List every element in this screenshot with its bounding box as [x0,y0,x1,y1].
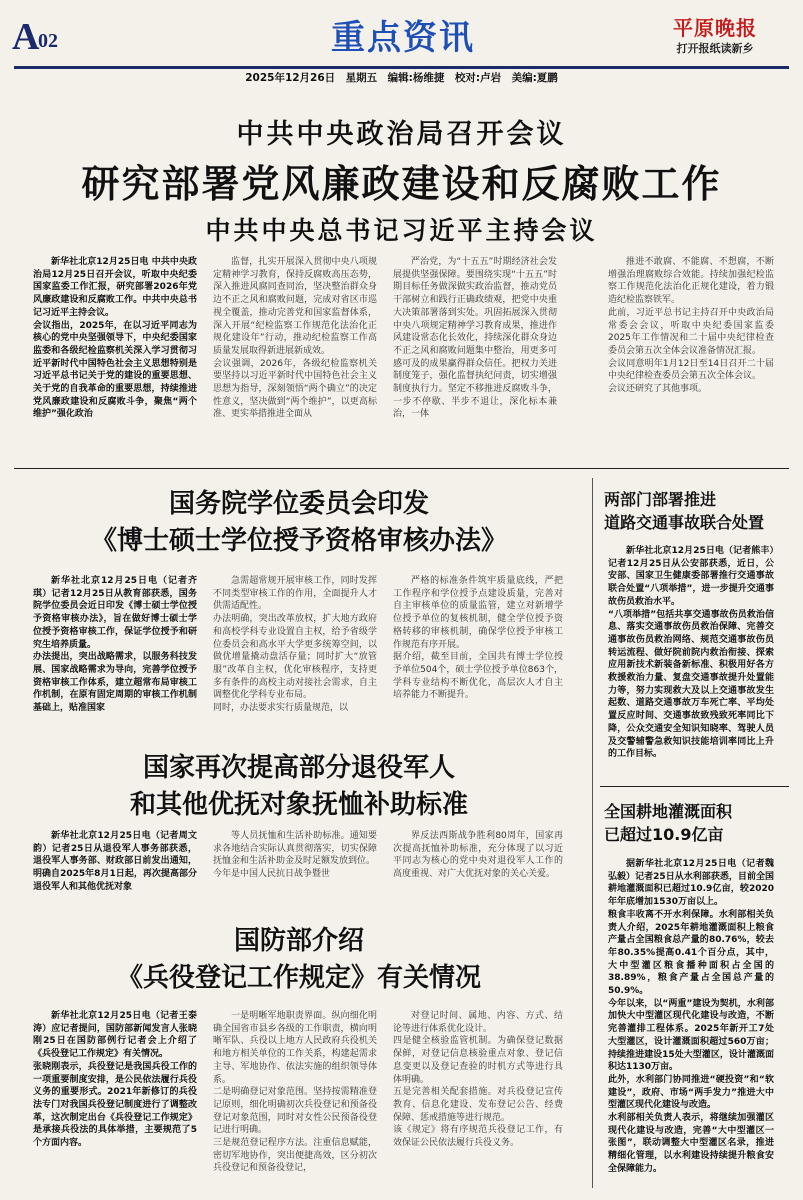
article1-column-2 [213,256,377,462]
article5-body [608,858,774,1188]
article1-headline: 研究部署党风廉政建设和反腐败工作 [81,162,722,206]
article2-headline-line1: 国务院学位委员会印发 [168,489,429,519]
article4-headline-line1: 国家再次提高部分退役军人 [142,753,455,783]
article6-headline-line1: 国防部介绍 [233,926,364,956]
article2-text-2: 急需超常规开展审核工作，同时发挥不同类型审核工作的作用，全面提升人才供需适配性。 办法明确，突出改革放权，扩大地方政府和高校学科专业设置自主权，给予省级学位委员会和高水平大学更多统筹空间，以做优增量撬动盘活存量；同时扩大“放管服”改革自主权，优化审核程序，支持更多有条件的高校主动对接社会需求，自主调整优化学科专业布局。 同时，办法要求实行质量规范，以 [213,576,377,714]
brand-logo: 平原晚报 [673,16,757,40]
newspaper-brand [650,16,780,56]
article3-headline-line2: 道路交通事故联合处置 [604,513,765,532]
sidebar-divider [592,478,593,1188]
article4-column-1 [33,830,197,893]
article1-text-2: 监督，扎实开展深入贯彻中央八项规定精神学习教育，保持反腐败高压态势，深入推进风腐同查同治，坚决整治群众身边不正之风和腐败问题，完成对省区市巡视全覆盖，推动完善党和国家监督体系，深入开展“纪检监察工作规范化法治化正规化建设年”行动，推动纪检监察工作高质量发展取得新进展新成效。 会议强调，2026年，各级纪检监察机关要坚持以习近平新时代中国特色社会主义思想为指导，深刻领悟“两个确立”的决定性意义，坚决做到“两个维护”，以更高标准、更实举措推进全面从 [213,257,377,420]
page-letter: A [12,16,40,58]
article4-text-1: 新华社北京12月25日电（记者周文韵）记者25日从退役军人事务部获悉，退役军人事务部、财政部日前发出通知，明确自2025年8月1日起，再次提高部分退役军人和其他优抚对象 [33,831,197,892]
article2-column-1 [33,575,197,731]
article4-text-2: 等人员抚恤和生活补助标准。通知要求各地结合实际认真贯彻落实，切实保障抚恤金和生活补助金及时足额发放到位。 今年是中国人民抗日战争暨世 [213,831,377,880]
article1-text-3: 严治党，为“十五五”时期经济社会发展提供坚强保障。要围绕实现“十五五”时期目标任务做深做实政治监督，推动党员干部树立和践行正确政绩观，把党中央重大决策部署落到实处。巩固拓展深入贯彻中央八项规定精神学习教育成果，推进作风建设常态化长效化，持续深化群众身边不正之风和腐败问题集中整治，用更多可感可及的成果赢得群众信任。把权力关进制度笼子，强化监督执纪问责，切实增强制度执行力。坚定不移推进反腐败斗争，一步不停歇、半步不退让，深化标本兼治，一体 [393,257,557,420]
masthead-divider [14,66,789,69]
article1-column-1 [33,256,197,462]
dateline: 2025年12月26日 星期五 编辑:杨维捷 校对:卢岩 美编:夏鹏 [245,72,558,84]
article2-headline-line2: 《博士硕士学位授予资格审核办法》 [90,526,507,556]
article5-headline-line2: 已超过10.9亿亩 [604,825,724,844]
article1-column-3 [393,256,557,462]
article4-column-2 [213,830,377,893]
article6-headline-line2: 《兵役登记工作规定》有关情况 [116,963,481,993]
article2-column-3 [393,575,563,731]
article3-body [608,545,774,777]
sidebar-item-divider [600,786,789,787]
article4-column-3 [393,830,563,893]
article1-text-4: 推进不敢腐、不能腐、不想腐，不断增强治理腐败综合效能。持续加强纪检监察工作规范化法治化正规化建设，着力锻造纪检监察铁军。 此前，习近平总书记主持召开中央政治局常委会会议，听取中央纪委国家监委2025年工作情况和二十届中央纪律检查委员会第五次全体会议准备情况汇报。 会议同意明年1月12日至14日召开二十届中央纪律检查委员会第五次全体会议。 会议还研究了其他事项。 [608,257,774,395]
article1-column-4 [608,256,774,462]
article4-headline-line2: 和其他优抚对象抚恤补助标准 [129,790,468,820]
section-title: 重点资讯 [331,18,475,58]
brand-slogan: 打开报纸读新乡 [676,42,754,55]
article4-text-3: 界反法西斯战争胜利80周年，国家再次提高抚恤补助标准，充分体现了以习近平同志为核心的党中央对退役军人工作的高度重视、对广大优抚对象的关心关爱。 [393,831,563,880]
article2-text-3: 严格的标准条件筑牢质量底线，严把工作程序和学位授予点建设质量，完善对自主审核单位的质量监管，建立对新增学位授予单位的复核机制，健全学位授予资格转移的审核机制，确保学位授予审核工作规范有序开展。 据介绍，截至目前，全国共有博士学位授予单位504个，硕士学位授予单位863个，学科专业结构不断优化，高层次人才自主培养能力不断提升。 [393,576,563,701]
article1-kicker: 中共中央政治局召开会议 [236,119,567,150]
page-number: 02 [38,30,58,52]
article6-column-2 [213,1010,377,1188]
article1-subhead: 中共中央总书记习近平主持会议 [205,216,598,245]
article5-headline-line1: 全国耕地灌溉面积 [604,802,733,821]
article2-column-2 [213,575,377,731]
article3-text: 新华社北京12月25日电（记者熊丰）记者12月25日从公安部获悉，近日，公安部、国家卫生健康委部署推行交通事故联合处置“八项举措”，进一步提升交通事故伤员救治水平。 “八项举措”包括共享交通事故伤员救治信息、落实交通事故伤员救治保障、完善交通事故伤员救治网络、规范交通事故伤员转运流程、做好院前院内救治衔接、探索应用新技术新装备新标准、积极用好各方救援救治力量、复盘交通事故提升处置能力等，努力实现救大及以上交通事故发生起数、道路交通事故万车死亡率、平均处置反应时间、交通事故致残致死率同比下降，公众交通安全知识知晓率、驾驶人员及交警辅警急救知识技能培训率同比上升的工作目标。 [608,546,774,760]
article6-text-1: 新华社北京12月25日电（记者王泰涛）应记者提问，国防部新闻发言人张晓刚25日在国防部例行记者会上介绍了《兵役登记工作规定》有关情况。 张晓刚表示，兵役登记是我国兵役工作的一项重要制度安排，是公民依法履行兵役义务的重要形式。2021年新修订的兵役法专门对我国兵役登记制度进行了调整改革，这次制定出台《兵役登记工作规定》是承接兵役法的具体举措，主要规范了5个方面内容。 [33,1011,197,1149]
section-divider [14,468,789,469]
article1-text-1: 新华社北京12月25日电 中共中央政治局12月25日召开会议，听取中央纪委国家监委工作汇报，研究部署2026年党风廉政建设和反腐败工作。中共中央总书记习近平主持会议。 会议指出，2025年，在以习近平同志为核心的党中央坚强领导下，中央纪委国家监委和各级纪检监察机关深入学习贯彻习近平新时代中国特色社会主义思想特别是习近平总书记关于党的建设的重要思想、关于党的自我革命的重要思想，持续推进党风廉政建设和反腐败斗争，聚焦“两个维护”强化政治 [33,257,197,420]
article5-text: 据新华社北京12月25日电（记者魏弘毅）记者25日从水利部获悉，目前全国耕地灌溉面积已超过10.9亿亩，较2020年年底增加1530万亩以上。 粮食丰收离不开水利保障。水利部相关负责人介绍，2025年耕地灌溉面积上粮食产量占全国粮食总产量的80.76%，较去年80.35%提高0.41个百分点，其中，大中型灌区粮食播种面积占全国的38.89%，粮食产量占全国总产量的50.9%。 今年以来，以“两重”建设为契机，水利部加快大中型灌区现代化建设与改造，不断完善灌排工程体系。2025年新开工7处大型灌区，设计灌溉面积超过560万亩；持续推进建设15处大型灌区，设计灌溉面积达1130万亩。 此外，水利部门协同推进“硬投资”和“软建设”，政府、市场“两手发力”推进大中型灌区现代化建设与改造。 水利部相关负责人表示，将继续加强灌区现代化建设与改造，完善“大中型灌区一张图”，联动调整大中型灌区名录，推进精细化管理，以水利建设持续提升粮食安全保障能力。 [608,859,774,1174]
article6-text-3: 对登记时间、属地、内容、方式、结论等进行体系优化设计。 四是健全核验监管机制。为确保登记数据保鲜，对登记信息核验重点对象、登记信息变更以及登记查验的时机方式等进行具体明确。 五是完善相关配套措施。对兵役登记宣传教育、信息化建设、发布登记公告、经费保障、惩戒措施等进行规范。 该《规定》将有序规范兵役登记工作，有效保证公民依法履行兵役义务。 [393,1011,563,1149]
article6-text-2: 一是明晰军地职责界面。纵向细化明确全国省市县乡各级的工作职责，横向明晰军队、兵役以上地方人民政府兵役机关和地方相关单位的工作关系，构建起需求主导、军地协作、依法实施的组织领导体系。 二是明确登记对象范围。坚持按需精准登记原则，细化明确初次兵役登记和预备役登记对象范围，同时对女性公民预备役登记进行明确。 三是规范登记程序方法。注重信息赋能，密切军地协作，突出便捷高效，区分初次兵役登记和预备役登记， [213,1011,377,1174]
article3-headline-line1: 两部门部署推进 [604,490,717,509]
article2-text-1: 新华社北京12月25日电（记者齐琪）记者12月25日从教育部获悉，国务院学位委员会近日印发《博士硕士学位授予资格审核办法》，旨在做好博士硕士学位授予资格审核工作，保证学位授予和研究生培养质量。 办法提出，突出战略需求，以服务科技发展、国家战略需求为导向，完善学位授予资格审核工作体系，建立超常布局审核工作机制，在原有固定周期的审核工作机制基础上，贴准国家 [33,576,197,714]
article6-column-1 [33,1010,197,1188]
article6-column-3 [393,1010,563,1188]
